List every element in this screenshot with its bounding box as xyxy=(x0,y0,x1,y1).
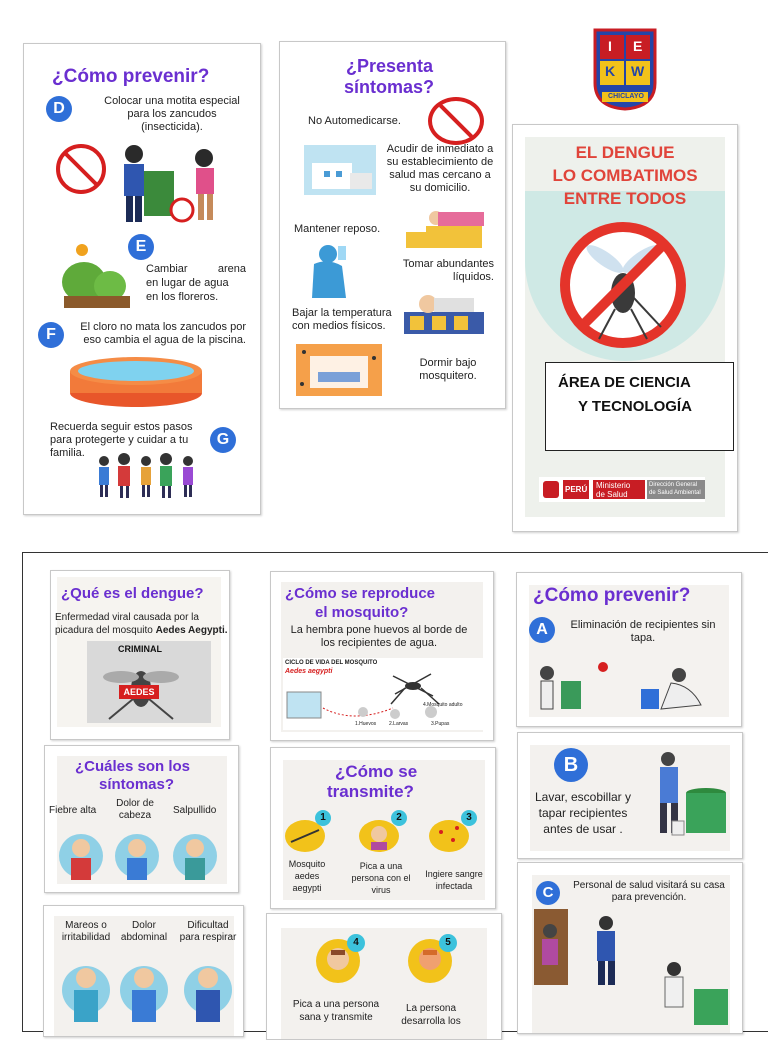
step-c-text: Personal de salud visitará su casa para prevención. xyxy=(573,880,725,903)
symptom-dizziness: Mareos o irritabilidad xyxy=(61,920,111,943)
reproduce-text: La hembra pone huevos al borde de los recipientes de agua. xyxy=(290,624,468,649)
symptoms-title-2: síntomas? xyxy=(344,77,435,97)
criminal-sign: CRIMINAL xyxy=(118,644,162,654)
what-is-dengue-panel xyxy=(50,570,230,740)
what-text-2a: picadura del mosquito xyxy=(55,625,156,636)
step-g-text: Recuerda seguir estos pasos para protegerte y cuidar a tu familia. xyxy=(50,421,193,459)
crest-letter-k: K xyxy=(605,63,616,79)
ministry-line-2: de Salud xyxy=(596,490,628,499)
advice-go-to-health-center: Acudir de inmediato a su establecimiento de salud mas cercano a su domicilio. xyxy=(386,143,494,194)
transmit-step-4-label: Pica a una persona sana y transmite xyxy=(292,999,380,1023)
peru-label: PERÚ xyxy=(563,480,589,499)
health-visit-illustration xyxy=(534,909,730,1027)
symptom-rash-icon xyxy=(171,826,219,884)
eliminate-containers-illustration xyxy=(531,655,727,713)
drink-water-illustration xyxy=(304,238,360,300)
symptom-headache: Dolor de cabeza xyxy=(116,798,154,821)
step-b-text: Lavar, escobillar y tapar recipientes antes de usar . xyxy=(534,790,632,836)
what-text-2b: Aedes Aegypti. xyxy=(155,625,228,636)
symptom-breathing-icon xyxy=(182,950,234,1026)
sick-child-illustration xyxy=(404,288,484,338)
advice-drink-liquids: Tomar abundantes líquidos. xyxy=(402,258,494,283)
advice-mosquito-net: Dormir bajo mosquitero. xyxy=(419,357,477,382)
no-pills-icon xyxy=(428,97,484,145)
mosquito-net-illustration xyxy=(296,344,382,396)
symptom-rash: Salpullido xyxy=(173,805,217,816)
symptom-headache-icon xyxy=(113,826,161,884)
step-e-text-3: en los floreros. xyxy=(146,291,219,303)
prevent-a-title: ¿Cómo prevenir? xyxy=(533,585,691,606)
cover-panel xyxy=(512,124,738,532)
reproduce-title-1: ¿Cómo se reproduce xyxy=(285,585,436,602)
transmit-step-1-label: Mosquito aedes aegypti xyxy=(288,859,326,893)
step-b-badge: B xyxy=(554,748,588,782)
symptom-fever-icon xyxy=(57,826,105,884)
step-e-text-1: Cambiar arena xyxy=(146,263,246,275)
wash-container-illustration xyxy=(642,747,732,847)
advice-rest: Mantener reposo. xyxy=(294,223,381,235)
symptoms-title-1: ¿Presenta xyxy=(346,56,434,76)
health-center-illustration xyxy=(304,145,376,195)
cover-title-3: ENTRE TODOS xyxy=(563,189,687,208)
what-text-1: Enfermedad viral causada por la xyxy=(55,612,199,623)
step-d-badge: D xyxy=(46,96,72,122)
life-cycle-illustration xyxy=(283,668,483,728)
transmit-title-1: ¿Cómo se xyxy=(335,762,418,781)
cycle-title: CICLO DE VIDA DEL MOSQUITO xyxy=(285,660,378,666)
crest-school-name: CHICLAYO xyxy=(608,93,644,100)
step-e-badge: E xyxy=(128,234,154,260)
symptom-abdominal-pain: Dolor abdominal xyxy=(120,920,168,943)
stage-adult: 4.Mosquito adulto xyxy=(423,702,463,708)
transmit-more-panel xyxy=(266,913,502,1040)
transmit-step-2-badge: 2 xyxy=(391,810,407,826)
advice-lower-temperature: Bajar la temperatura con medios físicos. xyxy=(292,307,392,332)
family-illustration xyxy=(94,451,204,501)
mugshot-board xyxy=(87,641,211,723)
symptom-fever: Fiebre alta xyxy=(49,805,97,816)
family-insecticide-illustration xyxy=(112,136,232,226)
reproduce-title-2: el mosquito? xyxy=(315,604,409,621)
prevent-title: ¿Cómo prevenir? xyxy=(52,66,210,87)
prevent-a-panel xyxy=(516,572,742,727)
crest-letter-w: W xyxy=(631,63,645,79)
life-cycle-diagram xyxy=(283,658,483,730)
symptoms-list-panel xyxy=(44,745,239,893)
symptoms-panel-top xyxy=(279,41,506,409)
banned-mosquito-icon xyxy=(555,217,691,353)
transmit-step-3-label: Ingiere sangre infectada xyxy=(425,869,483,891)
cactus-pot-illustration xyxy=(56,240,136,310)
symptoms-list-title-2: síntomas? xyxy=(99,776,175,793)
step-f-badge: F xyxy=(38,322,64,348)
advice-no-self-medication: No Automedicarse. xyxy=(308,115,401,127)
area-line-2: Y TECNOLOGÍA xyxy=(578,398,692,415)
aedes-tag: AEDES xyxy=(119,685,159,699)
direction-line-1: Dirección General xyxy=(649,482,698,488)
transmit-step-1-badge: 1 xyxy=(315,810,331,826)
step-a-text: Eliminación de recipientes sin tapa. xyxy=(570,619,716,644)
prevent-c-panel xyxy=(517,862,743,1034)
transmit-step-2-label: Pica a una persona con el virus xyxy=(351,861,411,895)
area-line-1: ÁREA DE CIENCIA xyxy=(558,374,691,391)
peru-shield-icon xyxy=(543,481,559,498)
step-d-text: Colocar una motita especial para los zancudos (insecticida). xyxy=(104,95,240,133)
transmit-panel xyxy=(270,747,496,909)
cover-title-2: LO COMBATIMOS xyxy=(552,166,698,185)
symptom-abdominal-icon xyxy=(118,950,170,1026)
area-box xyxy=(545,362,734,451)
symptom-dizziness-icon xyxy=(60,950,112,1026)
step-a-badge: A xyxy=(529,617,555,643)
no-mosquito-icon xyxy=(56,144,106,194)
stage-eggs: 1.Huevos xyxy=(355,721,377,727)
what-title: ¿Qué es el dengue? xyxy=(61,585,204,602)
pool-illustration xyxy=(66,349,206,409)
prevent-b-panel xyxy=(517,732,743,859)
transmit-step-5-label: La persona desarrolla los xyxy=(401,1003,461,1027)
transmit-title-2: transmite? xyxy=(327,782,414,801)
step-c-badge: C xyxy=(536,881,560,905)
ministry-box xyxy=(593,480,645,499)
transmit-step-4-badge: 4 xyxy=(347,934,365,952)
crest-letter-e: E xyxy=(633,38,643,54)
cover-title-1: EL DENGUE xyxy=(575,143,675,162)
stage-larvae: 2.Larvas xyxy=(389,721,409,727)
symptoms-list-title-1: ¿Cuáles son los xyxy=(75,758,191,775)
transmit-step-3-badge: 3 xyxy=(461,810,477,826)
transmit-step-5-badge: 5 xyxy=(439,934,457,952)
cycle-species: Aedes aegypti xyxy=(285,668,333,675)
step-f-text: El cloro no mata los zancudos por eso cambia el agua de la piscina. xyxy=(80,321,246,346)
symptom-breathing: Dificultad para respirar xyxy=(179,920,237,943)
prevent-panel-top xyxy=(23,43,261,515)
reproduce-panel xyxy=(270,571,494,741)
direction-line-2: de Salud Ambiental xyxy=(649,490,701,496)
direction-box xyxy=(647,480,705,499)
crest-letter-i: I xyxy=(608,38,612,54)
stage-pupae: 3.Pupas xyxy=(431,721,450,727)
step-e-text-2: en lugar de agua xyxy=(146,277,229,289)
symptoms-more-panel xyxy=(43,905,244,1037)
what-text-2 xyxy=(55,624,228,637)
step-g-badge: G xyxy=(210,427,236,453)
ministry-line-1: Ministerio xyxy=(596,481,631,490)
rest-bed-illustration xyxy=(402,204,486,254)
ministry-footer xyxy=(539,477,705,502)
